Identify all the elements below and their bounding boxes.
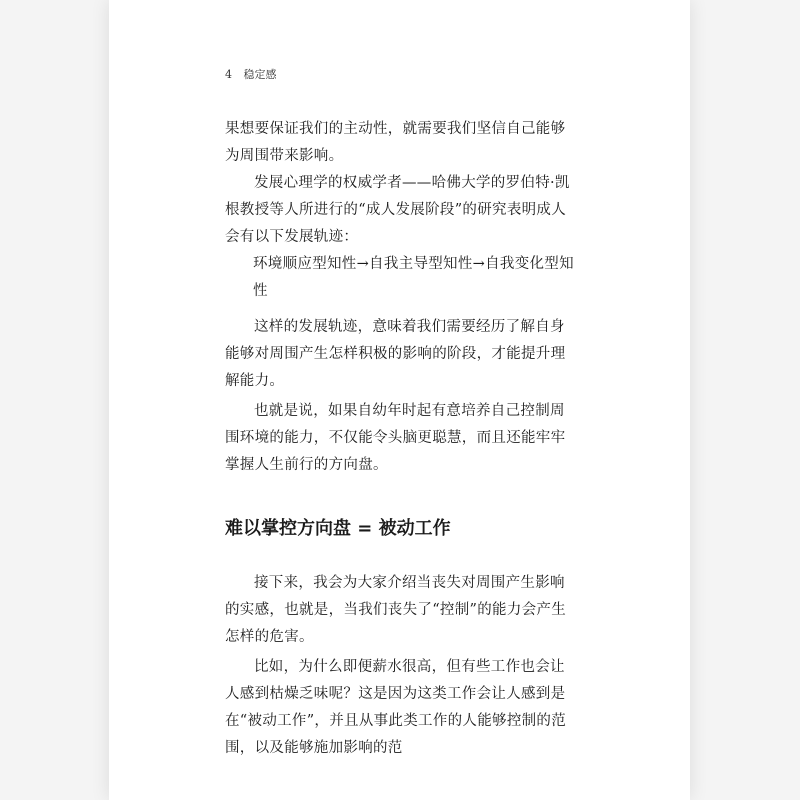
running-head: [225, 66, 277, 82]
text-block: [225, 314, 575, 395]
page-number: 4: [225, 68, 232, 81]
chapter-title: 稳定感: [243, 68, 277, 81]
paragraph: 也就是说，如果自幼年时起有意培养自己控制周围环境的能力，不仅能令头脑更聪慧，而且还能牢牢掌握人生前行的方向盘。: [225, 403, 566, 473]
paragraph: 比如，为什么即便薪水很高，但有些工作也会让人感到枯燥乏味呢？这是因为这类工作会让人感到是在“被动工作”，并且从事此类工作的人能够控制的范围，以及能够施加影响的范: [225, 659, 567, 756]
paragraph: 接下来，我会为大家介绍当丧失对周围产生影响的实感，也就是，当我们丧失了“控制”的能力会产生怎样的危害。: [225, 575, 567, 645]
paragraph: 发展心理学的权威学者——哈佛大学的罗伯特·凯根教授等人所进行的“成人发展阶段”的研究表明成人会有以下发展轨迹：: [225, 175, 570, 245]
text-block: [225, 570, 575, 651]
development-formula: 环境顺应型知性→自我主导型知性→自我变化型知性: [253, 256, 574, 299]
paragraph: 这样的发展轨迹，意味着我们需要经历了解自身能够对周围产生怎样积极的影响的阶段，才能提升理解能力。: [225, 319, 566, 389]
text-block: [225, 398, 575, 479]
book-page: [109, 0, 690, 800]
text-block-top: [225, 116, 575, 305]
section-heading: 难以掌控方向盘 = 被动工作: [225, 518, 451, 539]
paragraph: 果想要保证我们的主动性，就需要我们坚信自己能够为周围带来影响。: [225, 121, 566, 164]
text-block: [225, 654, 575, 762]
